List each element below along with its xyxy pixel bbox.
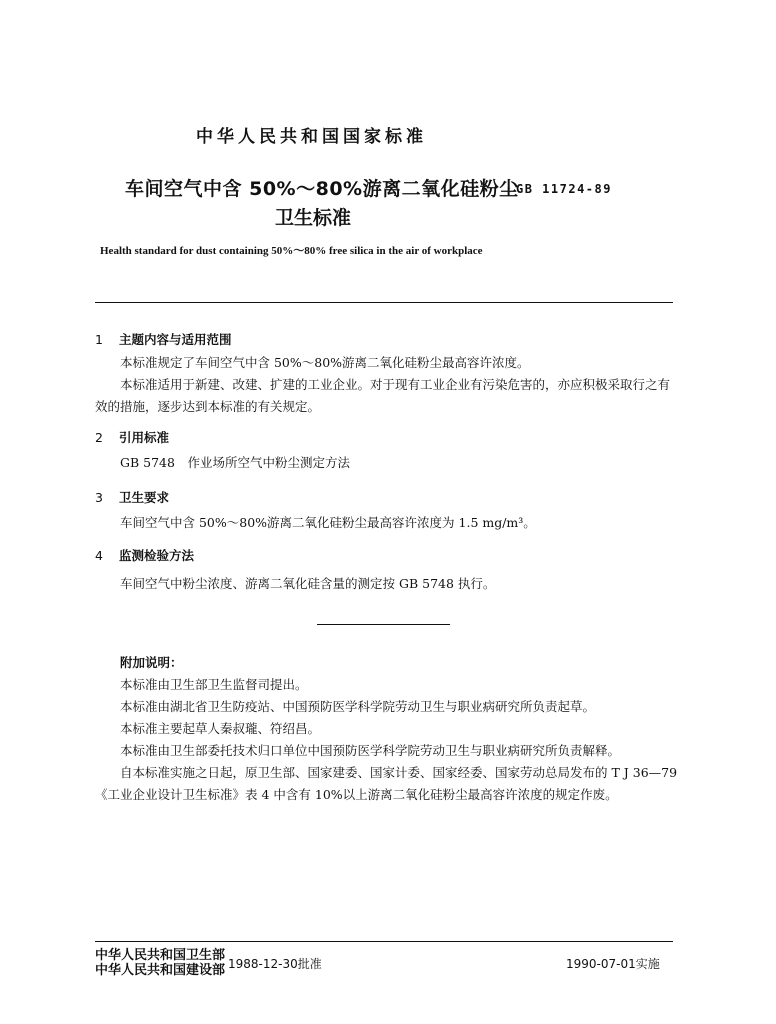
note-line: 本标准主要起草人秦叔瓏、符绍昌。 bbox=[120, 721, 321, 736]
section-number: 4 bbox=[95, 548, 103, 563]
section-title: 主题内容与适用范围 bbox=[119, 332, 232, 347]
section-2-paragraph: GB 5748 作业场所空气中粉尘测定方法 bbox=[120, 455, 350, 470]
section-title: 卫生要求 bbox=[119, 490, 170, 505]
note-line: 本标准由湖北省卫生防疫站、中国预防医学科学院劳动卫生与职业病研究所负责起草。 bbox=[120, 699, 596, 714]
document-title-line2: 卫生标准 bbox=[275, 207, 352, 229]
section-divider bbox=[317, 624, 450, 625]
note-line: 本标准由卫生部委托技术归口单位中国预防医学科学院劳动卫生与职业病研究所负责解释。 bbox=[120, 743, 621, 758]
section-number: 2 bbox=[95, 430, 103, 445]
section-number: 1 bbox=[95, 332, 103, 347]
section-number: 3 bbox=[95, 490, 103, 505]
national-standard-heading: 中华人民共和国国家标准 bbox=[196, 127, 427, 147]
header-divider bbox=[95, 302, 673, 303]
section-2-heading bbox=[95, 428, 169, 446]
note-line: 本标准由卫生部卫生监督司提出。 bbox=[120, 677, 308, 692]
section-1-paragraph: 本标准规定了车间空气中含 50%～80%游离二氧化硅粉尘最高容许浓度。 bbox=[120, 355, 530, 370]
section-3-paragraph: 车间空气中含 50%～80%游离二氧化硅粉尘最高容许浓度为 1.5 mg/m³。 bbox=[120, 515, 536, 530]
approval-date: 1988-12-30批准 bbox=[228, 957, 322, 971]
section-title: 监测检验方法 bbox=[119, 548, 195, 563]
english-title: Health standard for dust containing 50%～80% free silica in the air of workplace bbox=[100, 245, 483, 257]
section-1-paragraph: 本标准适用于新建、改建、扩建的工业企业。对于现有工业企业有污染危害的，亦应积极采取行之有 bbox=[120, 377, 671, 392]
section-4-heading bbox=[95, 546, 194, 564]
issuer-ministry-of-construction: 中华人民共和国建设部 bbox=[95, 963, 226, 978]
issuing-authorities bbox=[95, 948, 225, 978]
document-title: 车间空气中含 50%～80%游离二氧化硅粉尘 bbox=[125, 178, 519, 200]
section-4-paragraph: 车间空气中粉尘浓度、游离二氧化硅含量的测定按 GB 5748 执行。 bbox=[120, 576, 496, 591]
section-title: 引用标准 bbox=[119, 430, 170, 445]
implementation-date: 1990-07-01实施 bbox=[566, 957, 660, 971]
section-1-paragraph: 效的措施，逐步达到本标准的有关规定。 bbox=[95, 399, 321, 414]
footer-divider bbox=[95, 941, 673, 942]
notes-heading: 附加说明： bbox=[120, 655, 183, 670]
note-line: 《工业企业设计卫生标准》表 4 中含有 10%以上游离二氧化硅粉尘最高容许浓度的规定作废。 bbox=[95, 787, 618, 802]
standard-code: GB 11724-89 bbox=[516, 182, 612, 196]
note-line: 自本标准实施之日起，原卫生部、国家建委、国家计委、国家经委、国家劳动总局发布的 T J 36—79 bbox=[120, 765, 678, 780]
section-3-heading bbox=[95, 488, 169, 506]
section-1-heading bbox=[95, 330, 232, 348]
issuer-ministry-of-health: 中华人民共和国卫生部 bbox=[95, 948, 226, 963]
